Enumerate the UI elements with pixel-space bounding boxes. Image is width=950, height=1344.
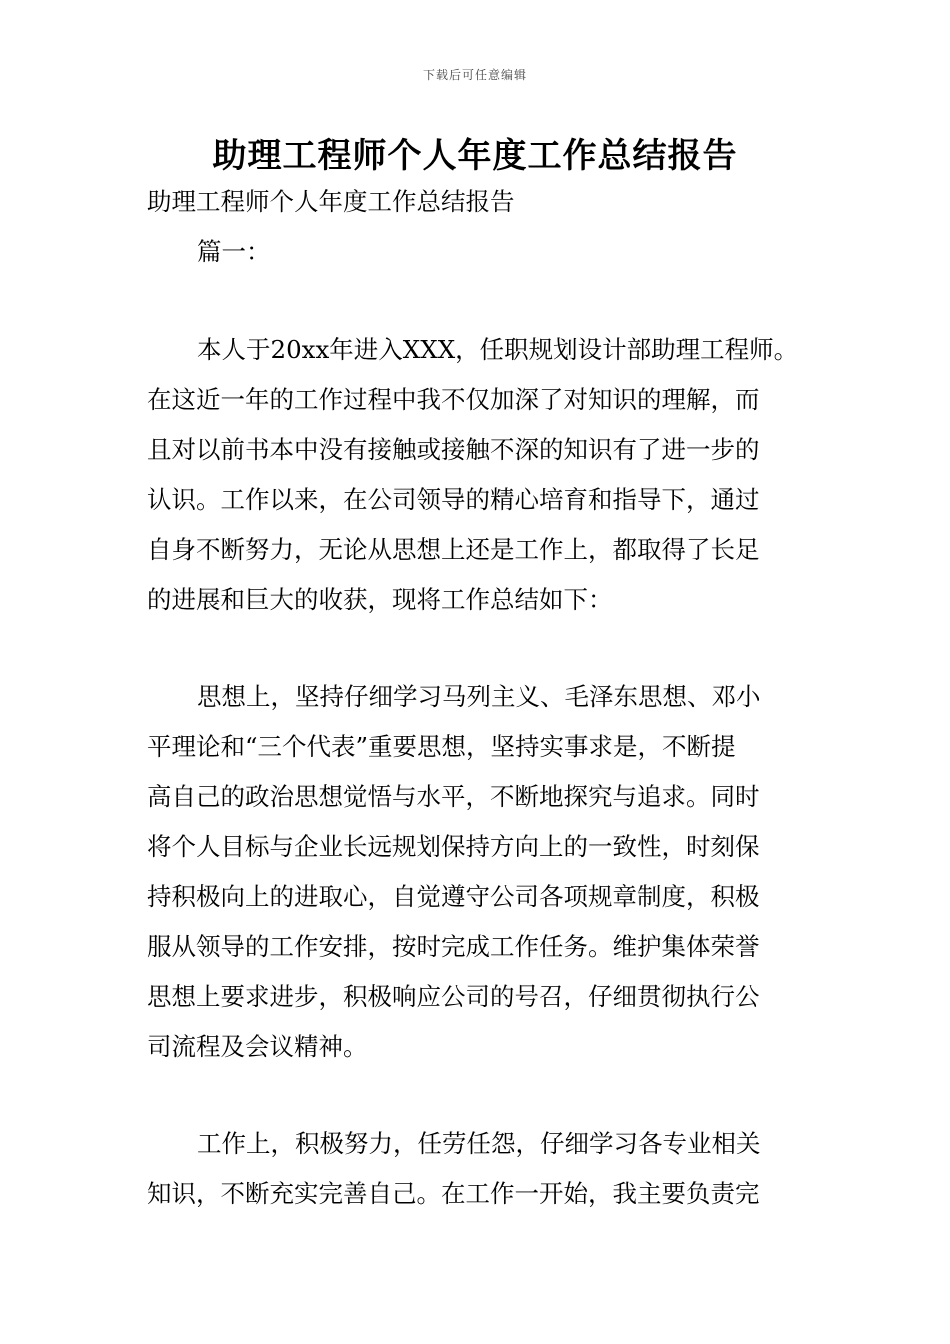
document-subtitle: 助理工程师个人年度工作总结报告	[147, 187, 515, 216]
paragraph-line: 司流程及会议精神。	[147, 1032, 368, 1061]
paragraph-line: 服从领导的工作安排，按时完成工作任务。维护集体荣誉	[147, 932, 760, 961]
paragraph-line: 工作上，积极努力，任劳任怨，仔细学习各专业相关	[197, 1129, 761, 1158]
paragraph-line: 的进展和巨大的收获，现将工作总结如下：	[147, 585, 613, 614]
paragraph-line: 持积极向上的进取心，自觉遵守公司各项规章制度，积极	[147, 882, 760, 911]
paragraph-line: 自身不断努力，无论从思想上还是工作上，都取得了长足	[147, 535, 760, 564]
paragraph-line: 在这近一年的工作过程中我不仅加深了对知识的理解，而	[147, 385, 760, 414]
paragraph-line: 且对以前书本中没有接触或接触不深的知识有了进一步的	[147, 435, 760, 464]
paragraph-line: 本人于20xx年进入XXX，任职规划设计部助理工程师。	[197, 335, 799, 364]
section-label: 篇一：	[197, 237, 271, 266]
paragraph-line: 知识，不断充实完善自己。在工作一开始，我主要负责完	[147, 1179, 760, 1208]
document-title: 助理工程师个人年度工作总结报告	[212, 136, 738, 176]
paragraph-line: 思想上，坚持仔细学习马列主义、毛泽东思想、邓小	[197, 682, 761, 711]
paragraph-line: 思想上要求进步，积极响应公司的号召，仔细贯彻执行公	[147, 982, 760, 1011]
paragraph-line: 高自己的政治思想觉悟与水平，不断地探究与追求。同时	[147, 782, 760, 811]
paragraph-line: 将个人目标与企业长远规划保持方向上的一致性，时刻保	[147, 832, 760, 861]
paragraph-line: 平理论和“三个代表”重要思想，坚持实事求是，不断提	[147, 732, 736, 761]
page-header: 下载后可任意编辑	[422, 68, 527, 82]
paragraph-line: 认识。工作以来，在公司领导的精心培育和指导下，通过	[147, 485, 760, 514]
